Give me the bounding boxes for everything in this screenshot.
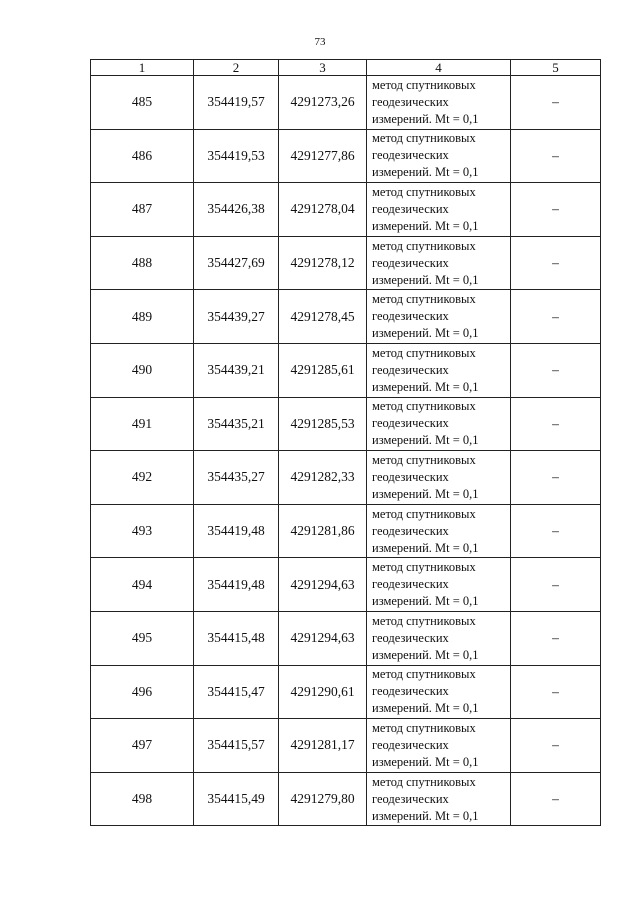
method-cell: [367, 76, 511, 130]
point-number-cell: 497: [91, 719, 194, 773]
method-cell: [367, 665, 511, 719]
method-line: измерений. Mt = 0,1: [372, 808, 479, 823]
method-line: измерений. Mt = 0,1: [372, 326, 479, 341]
method-cell: [367, 504, 511, 558]
method-line: метод спутниковых: [372, 184, 476, 199]
table-row: [91, 719, 601, 773]
method-line: геодезических: [372, 469, 449, 484]
method-line: метод спутниковых: [372, 774, 476, 789]
note-cell: –: [511, 397, 601, 451]
y-coordinate-cell: 4291278,04: [279, 183, 367, 237]
point-number-cell: 485: [91, 76, 194, 130]
table-row: [91, 76, 601, 130]
note-cell: –: [511, 665, 601, 719]
point-number-cell: 492: [91, 451, 194, 505]
point-number-cell: 496: [91, 665, 194, 719]
method-line: измерений. Mt = 0,1: [372, 218, 479, 233]
method-line: метод спутниковых: [372, 292, 476, 307]
table-row: [91, 665, 601, 719]
y-coordinate-cell: 4291281,17: [279, 719, 367, 773]
page-number: 73: [314, 36, 326, 48]
x-coordinate-cell: 354439,21: [194, 343, 279, 397]
method-line: метод спутниковых: [372, 77, 476, 92]
coordinates-table: [90, 59, 601, 826]
method-cell: [367, 343, 511, 397]
method-line: геодезических: [372, 577, 449, 592]
point-number-cell: 491: [91, 397, 194, 451]
point-number-cell: 494: [91, 558, 194, 612]
method-cell: [367, 397, 511, 451]
method-line: измерений. Mt = 0,1: [372, 540, 479, 555]
x-coordinate-cell: 354435,27: [194, 451, 279, 505]
method-line: геодезических: [372, 684, 449, 699]
method-cell: [367, 451, 511, 505]
method-line: измерений. Mt = 0,1: [372, 272, 479, 287]
method-line: метод спутниковых: [372, 720, 476, 735]
note-cell: –: [511, 129, 601, 183]
x-coordinate-cell: 354419,48: [194, 558, 279, 612]
header-col-4: 4: [367, 60, 511, 76]
method-line: измерений. Mt = 0,1: [372, 647, 479, 662]
point-number-cell: 489: [91, 290, 194, 344]
method-cell: [367, 719, 511, 773]
note-cell: –: [511, 719, 601, 773]
y-coordinate-cell: 4291279,80: [279, 772, 367, 826]
y-coordinate-cell: 4291294,63: [279, 558, 367, 612]
method-line: геодезических: [372, 737, 449, 752]
method-line: геодезических: [372, 523, 449, 538]
table-row: [91, 183, 601, 237]
x-coordinate-cell: 354415,49: [194, 772, 279, 826]
y-coordinate-cell: 4291277,86: [279, 129, 367, 183]
x-coordinate-cell: 354419,48: [194, 504, 279, 558]
point-number-cell: 493: [91, 504, 194, 558]
method-cell: [367, 611, 511, 665]
method-line: геодезических: [372, 201, 449, 216]
note-cell: –: [511, 290, 601, 344]
method-line: метод спутниковых: [372, 667, 476, 682]
table-header: [91, 60, 601, 76]
note-cell: –: [511, 611, 601, 665]
note-cell: –: [511, 772, 601, 826]
method-cell: [367, 558, 511, 612]
note-cell: –: [511, 236, 601, 290]
y-coordinate-cell: 4291278,12: [279, 236, 367, 290]
point-number-cell: 486: [91, 129, 194, 183]
table-row: [91, 290, 601, 344]
header-col-5: 5: [511, 60, 601, 76]
x-coordinate-cell: 354415,47: [194, 665, 279, 719]
y-coordinate-cell: 4291281,86: [279, 504, 367, 558]
method-line: измерений. Mt = 0,1: [372, 379, 479, 394]
method-line: метод спутниковых: [372, 131, 476, 146]
method-line: геодезических: [372, 416, 449, 431]
note-cell: –: [511, 451, 601, 505]
method-line: метод спутниковых: [372, 613, 476, 628]
header-row: [91, 60, 601, 76]
y-coordinate-cell: 4291294,63: [279, 611, 367, 665]
table-row: [91, 772, 601, 826]
method-line: метод спутниковых: [372, 238, 476, 253]
method-line: измерений. Mt = 0,1: [372, 165, 479, 180]
method-line: измерений. Mt = 0,1: [372, 701, 479, 716]
y-coordinate-cell: 4291273,26: [279, 76, 367, 130]
x-coordinate-cell: 354419,53: [194, 129, 279, 183]
method-line: измерений. Mt = 0,1: [372, 594, 479, 609]
method-cell: [367, 772, 511, 826]
point-number-cell: 495: [91, 611, 194, 665]
table-row: [91, 558, 601, 612]
point-number-cell: 488: [91, 236, 194, 290]
x-coordinate-cell: 354415,57: [194, 719, 279, 773]
method-line: геодезических: [372, 362, 449, 377]
point-number-cell: 487: [91, 183, 194, 237]
method-cell: [367, 236, 511, 290]
table-row: [91, 343, 601, 397]
method-line: метод спутниковых: [372, 399, 476, 414]
x-coordinate-cell: 354426,38: [194, 183, 279, 237]
method-line: измерений. Mt = 0,1: [372, 754, 479, 769]
table-row: [91, 451, 601, 505]
table-row: [91, 236, 601, 290]
x-coordinate-cell: 354427,69: [194, 236, 279, 290]
x-coordinate-cell: 354435,21: [194, 397, 279, 451]
note-cell: –: [511, 76, 601, 130]
x-coordinate-cell: 354419,57: [194, 76, 279, 130]
table-row: [91, 397, 601, 451]
method-cell: [367, 129, 511, 183]
method-line: измерений. Mt = 0,1: [372, 433, 479, 448]
note-cell: –: [511, 504, 601, 558]
method-line: геодезических: [372, 630, 449, 645]
table-row: [91, 611, 601, 665]
table-row: [91, 129, 601, 183]
point-number-cell: 490: [91, 343, 194, 397]
x-coordinate-cell: 354439,27: [194, 290, 279, 344]
header-col-1: 1: [91, 60, 194, 76]
method-line: метод спутниковых: [372, 560, 476, 575]
method-cell: [367, 183, 511, 237]
x-coordinate-cell: 354415,48: [194, 611, 279, 665]
method-line: измерений. Mt = 0,1: [372, 486, 479, 501]
method-line: метод спутниковых: [372, 506, 476, 521]
method-line: геодезических: [372, 148, 449, 163]
header-col-2: 2: [194, 60, 279, 76]
point-number-cell: 498: [91, 772, 194, 826]
note-cell: –: [511, 183, 601, 237]
method-line: геодезических: [372, 791, 449, 806]
note-cell: –: [511, 558, 601, 612]
method-cell: [367, 290, 511, 344]
y-coordinate-cell: 4291285,53: [279, 397, 367, 451]
method-line: геодезических: [372, 255, 449, 270]
table-row: [91, 504, 601, 558]
y-coordinate-cell: 4291290,61: [279, 665, 367, 719]
method-line: геодезических: [372, 94, 449, 109]
y-coordinate-cell: 4291282,33: [279, 451, 367, 505]
method-line: метод спутниковых: [372, 345, 476, 360]
y-coordinate-cell: 4291278,45: [279, 290, 367, 344]
table-body: [91, 76, 601, 826]
y-coordinate-cell: 4291285,61: [279, 343, 367, 397]
method-line: метод спутниковых: [372, 452, 476, 467]
method-line: измерений. Mt = 0,1: [372, 111, 479, 126]
header-col-3: 3: [279, 60, 367, 76]
note-cell: –: [511, 343, 601, 397]
method-line: геодезических: [372, 309, 449, 324]
